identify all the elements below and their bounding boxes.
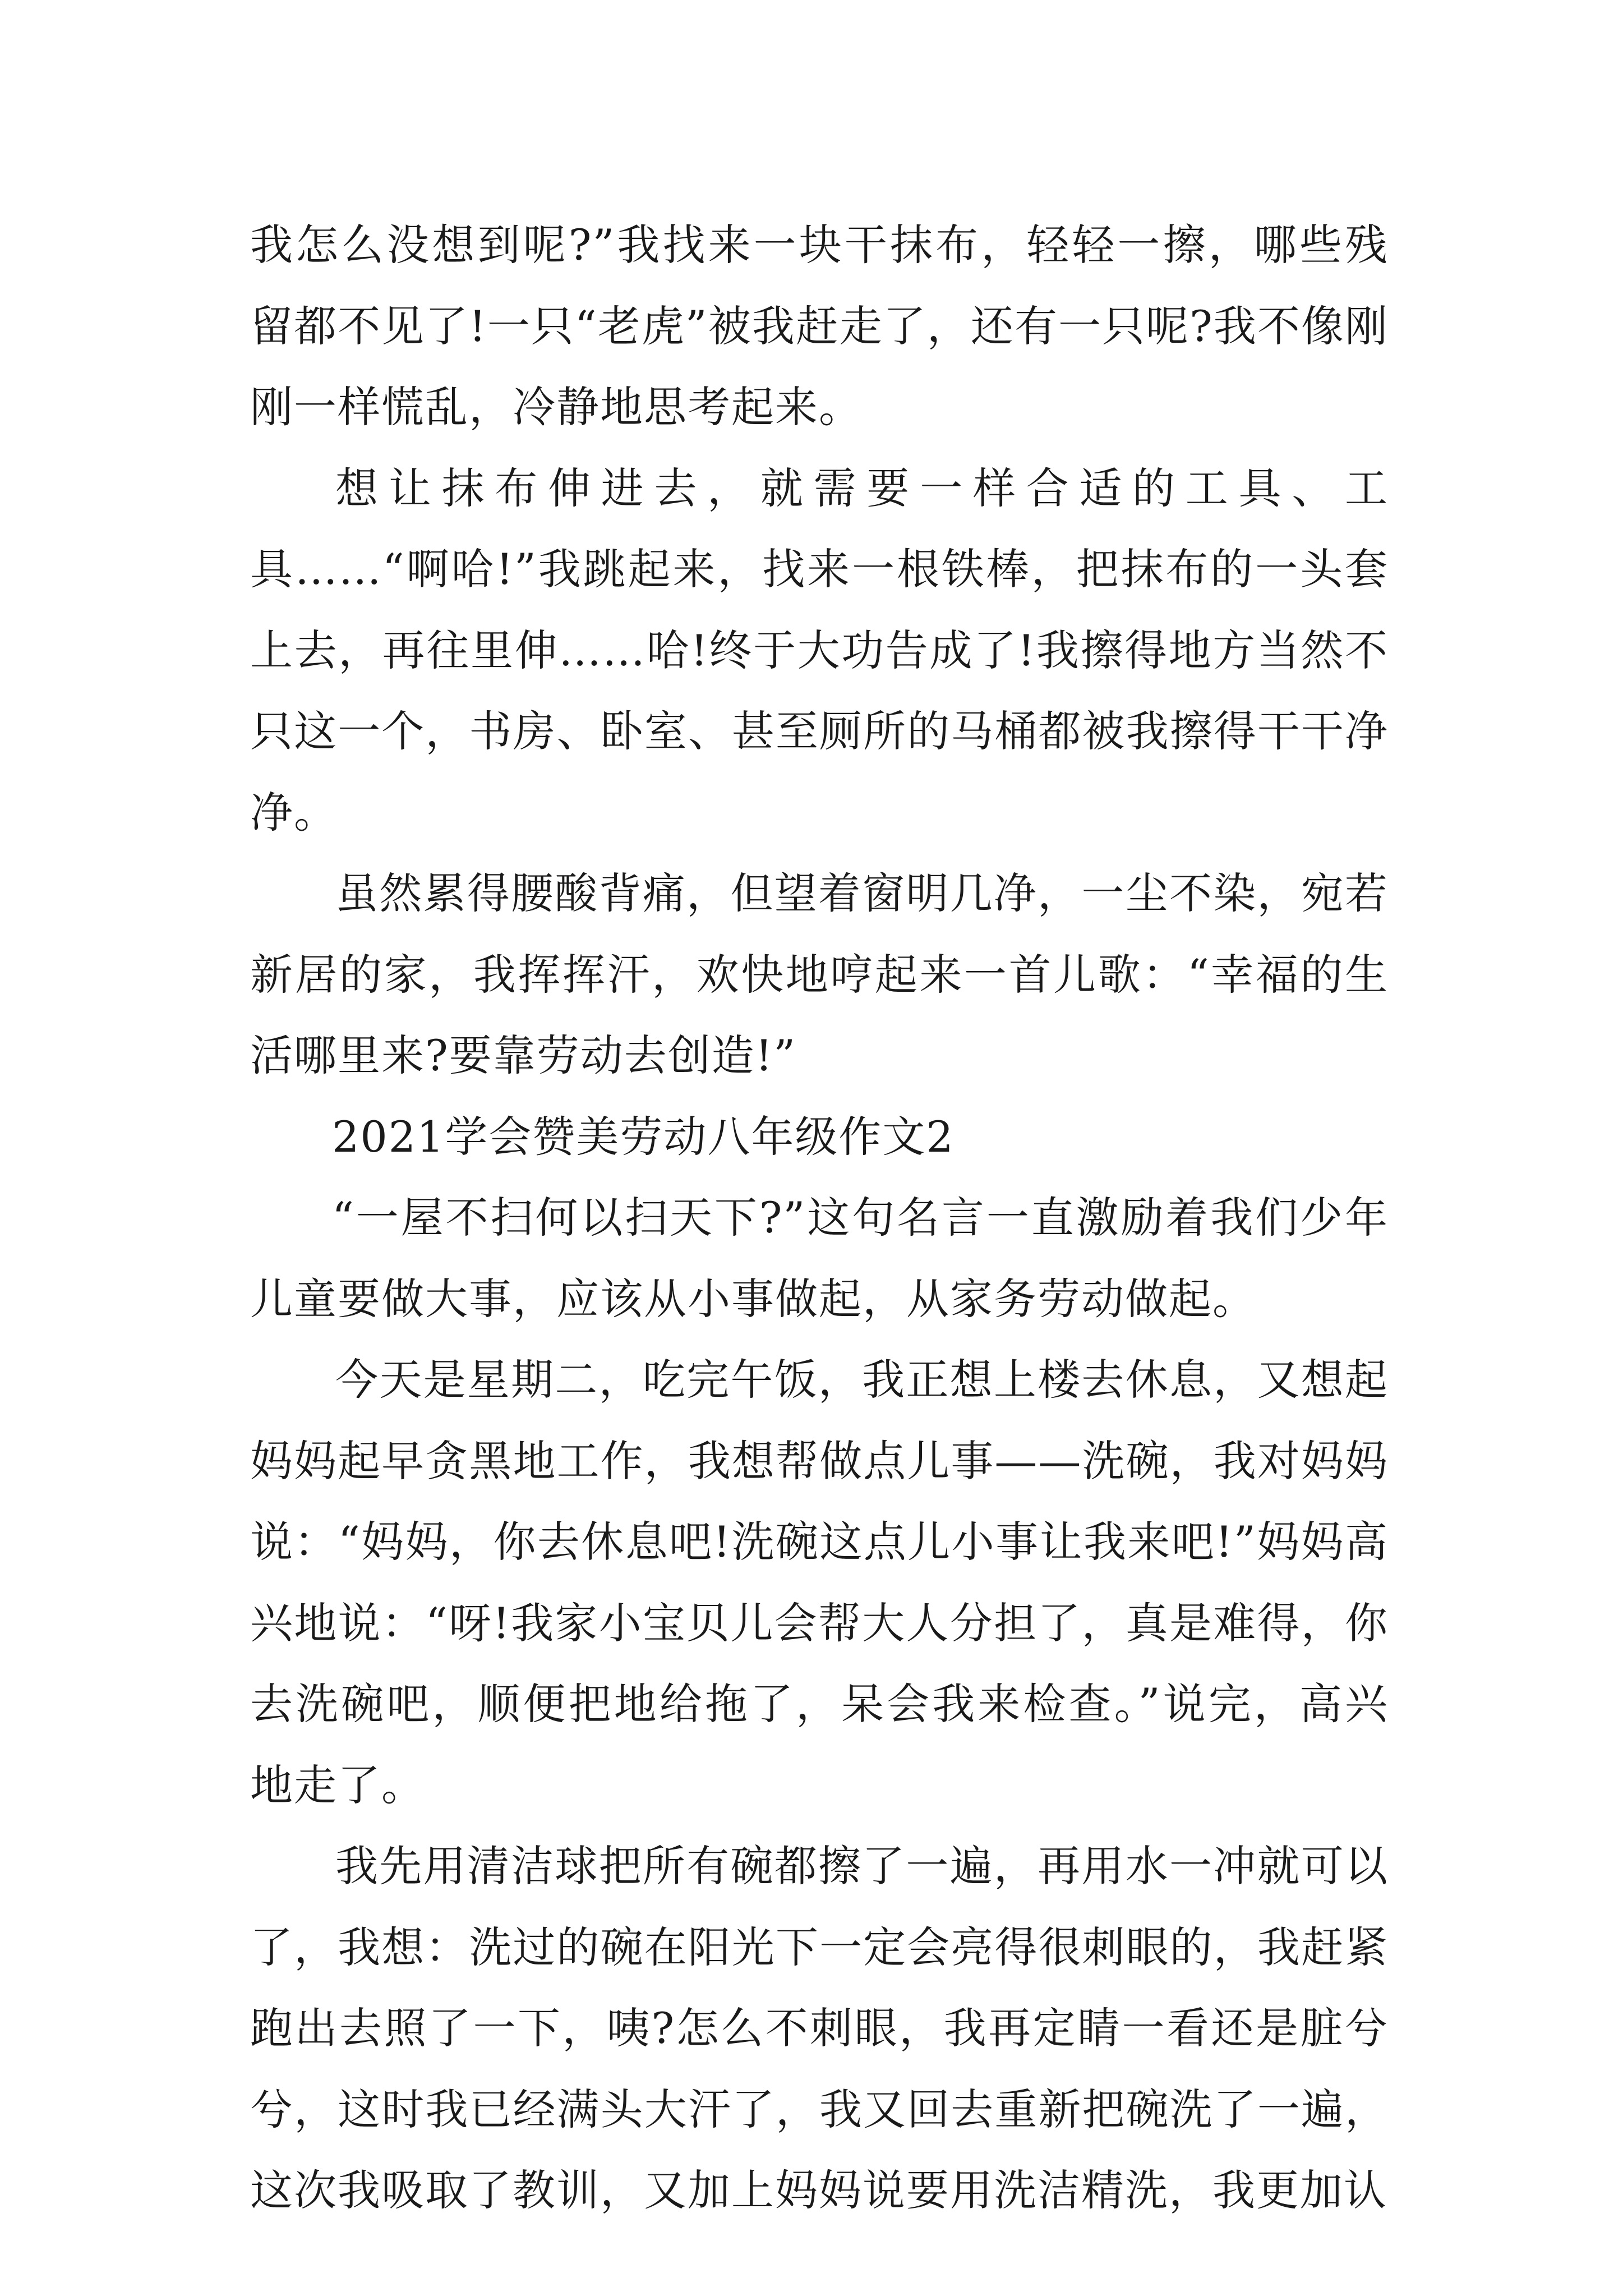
paragraph: 今天是星期二，吃完午饭，我正想上楼去休息，又想起妈妈起早贪黑地工作，我想帮做点儿事——洗碗，我对妈妈说：“妈妈，你去休息吧!洗碗这点儿小事让我来吧!”妈妈高兴地说：“呀!我家小宝贝儿会帮大人分担了，真是难得，你去洗碗吧，顺便把地给拖了，呆会我来检查。”说完，高兴地走了。 [250,1355,1389,1810]
paragraph: 我怎么没想到呢?”我找来一块干抹布，轻轻一擦，哪些残留都不见了!一只“老虎”被我赶走了，还有一只呢?我不像刚刚一样慌乱，冷静地思考起来。 [250,220,1389,432]
document-body [250,205,1389,2231]
paragraph: 想让抹布伸进去，就需要一样合适的工具、工具……“啊哈!”我跳起来，找来一根铁棒，把抹布的一头套上去，再往里伸……哈!终于大功告成了!我擦得地方当然不只这一个，书房、卧室、甚至厕所的马桶都被我擦得干干净净。 [250,463,1389,838]
essay-title: 2021学会赞美劳动八年级作文2 [332,1111,955,1162]
paragraph: 虽然累得腰酸背痛，但望着窗明几净，一尘不染，宛若新居的家，我挥挥汗，欢快地哼起来一首儿歌：“幸福的生活哪里来?要靠劳动去创造!” [250,868,1389,1080]
paragraph: 我先用清洁球把所有碗都擦了一遍，再用水一冲就可以了，我想：洗过的碗在阳光下一定会亮得很刺眼的，我赶紧跑出去照了一下，咦?怎么不刺眼，我再定睛一看还是脏兮兮，这时我已经满头大汗了，我又回去重新把碗洗了一遍，这次我吸取了教训，又加上妈妈说要用洗洁精洗，我更加认 [250,1841,1389,2215]
paragraph: “一屋不扫何以扫天下?”这句名言一直激励着我们少年儿童要做大事，应该从小事做起，从家务劳动做起。 [250,1193,1389,1324]
